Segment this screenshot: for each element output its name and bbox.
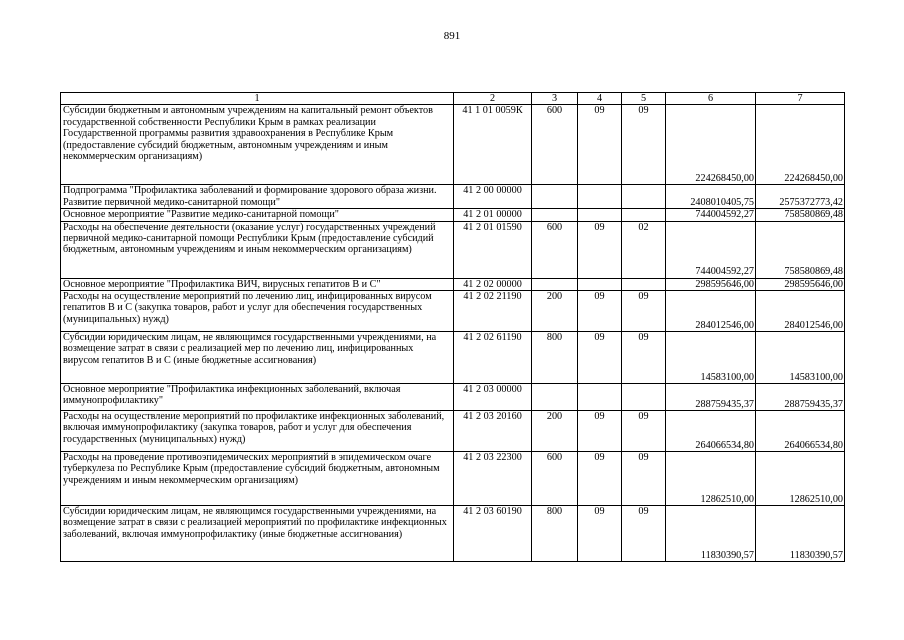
row-amount-col7: 14583100,00 [756, 332, 845, 384]
row-code: 41 2 03 60190 [454, 506, 532, 562]
row-section: 09 [578, 411, 622, 452]
table-row [61, 411, 845, 452]
row-section [578, 384, 622, 411]
row-section [578, 278, 622, 290]
row-amount-col6: 224268450,00 [666, 105, 756, 185]
row-description: Основное мероприятие "Профилактика инфекционных заболеваний, включая иммунопрофилактику" [61, 384, 454, 411]
row-section: 09 [578, 291, 622, 332]
row-expense-type [532, 185, 578, 209]
row-amount-col7: 758580869,48 [756, 209, 845, 221]
row-code: 41 2 03 22300 [454, 452, 532, 506]
row-description: Субсидии юридическим лицам, не являющимся государственными учреждениями, на возмещение затрат в связи с реализацией мер по лечению лиц, инфицированных вирусом гепатитов В и С (иные бюджетные ассигнования) [61, 332, 454, 384]
table-row [61, 105, 845, 185]
header-row [61, 93, 845, 105]
row-subsection: 09 [622, 452, 666, 506]
row-code: 41 2 02 21190 [454, 291, 532, 332]
row-code: 41 2 00 00000 [454, 185, 532, 209]
row-amount-col7: 12862510,00 [756, 452, 845, 506]
row-subsection: 09 [622, 411, 666, 452]
row-section: 09 [578, 221, 622, 278]
row-amount-col7: 298595646,00 [756, 278, 845, 290]
row-subsection: 09 [622, 291, 666, 332]
row-code: 41 1 01 0059К [454, 105, 532, 185]
row-expense-type [532, 209, 578, 221]
row-subsection [622, 384, 666, 411]
row-description: Расходы на проведение противоэпидемических мероприятий в эпидемическом очаге туберкулеза по Республике Крым (предоставление субсидий бюджетным, автономным учреждениям и иным некоммерческим организациям) [61, 452, 454, 506]
row-amount-col6: 744004592,27 [666, 209, 756, 221]
header-cell-7: 7 [756, 93, 845, 105]
row-amount-col7: 758580869,48 [756, 221, 845, 278]
table-row [61, 209, 845, 221]
table-row [61, 384, 845, 411]
row-subsection [622, 209, 666, 221]
row-description: Основное мероприятие "Профилактика ВИЧ, вирусных гепатитов В и С" [61, 278, 454, 290]
row-amount-col7: 264066534,80 [756, 411, 845, 452]
row-amount-col6: 11830390,57 [666, 506, 756, 562]
row-code: 41 2 01 00000 [454, 209, 532, 221]
header-cell-4: 4 [578, 93, 622, 105]
header-cell-5: 5 [622, 93, 666, 105]
table-row [61, 221, 845, 278]
row-amount-col7: 224268450,00 [756, 105, 845, 185]
row-subsection: 09 [622, 105, 666, 185]
row-subsection [622, 185, 666, 209]
row-amount-col7: 288759435,37 [756, 384, 845, 411]
row-subsection: 09 [622, 332, 666, 384]
row-subsection [622, 278, 666, 290]
row-description: Расходы на осуществление мероприятий по профилактике инфекционных заболеваний, включая иммунопрофилактику (закупка товаров, работ и услуг для обеспечения государственных (муниципальных) нужд) [61, 411, 454, 452]
row-code: 41 2 02 00000 [454, 278, 532, 290]
row-description: Расходы на обеспечение деятельности (оказание услуг) государственных учреждений первичной медико-санитарной помощи Республики Крым (предоставление субсидий бюджетным, автономным учреждениям и иным некоммерческим организациям) [61, 221, 454, 278]
row-amount-col7: 11830390,57 [756, 506, 845, 562]
table-row [61, 452, 845, 506]
row-amount-col6: 288759435,37 [666, 384, 756, 411]
row-amount-col7: 2575372773,42 [756, 185, 845, 209]
row-expense-type [532, 384, 578, 411]
header-cell-6: 6 [666, 93, 756, 105]
row-section [578, 209, 622, 221]
row-expense-type [532, 278, 578, 290]
row-expense-type: 800 [532, 332, 578, 384]
budget-table [60, 92, 845, 562]
row-amount-col6: 14583100,00 [666, 332, 756, 384]
row-expense-type: 600 [532, 452, 578, 506]
row-section: 09 [578, 506, 622, 562]
row-code: 41 2 03 00000 [454, 384, 532, 411]
row-expense-type: 800 [532, 506, 578, 562]
header-cell-3: 3 [532, 93, 578, 105]
row-amount-col7: 284012546,00 [756, 291, 845, 332]
row-code: 41 2 03 20160 [454, 411, 532, 452]
header-cell-2: 2 [454, 93, 532, 105]
table-row [61, 291, 845, 332]
row-amount-col6: 298595646,00 [666, 278, 756, 290]
row-amount-col6: 2408010405,75 [666, 185, 756, 209]
header-cell-1: 1 [61, 93, 454, 105]
row-amount-col6: 264066534,80 [666, 411, 756, 452]
row-section [578, 185, 622, 209]
row-subsection: 02 [622, 221, 666, 278]
row-expense-type: 200 [532, 411, 578, 452]
table-row [61, 185, 845, 209]
row-description: Расходы на осуществление мероприятий по лечению лиц, инфицированных вирусом гепатитов В и С (закупка товаров, работ и услуг для обеспечения государственных (муниципальных) нужд) [61, 291, 454, 332]
row-description: Подпрограмма "Профилактика заболеваний и формирование здорового образа жизни. Развитие первичной медико-санитарной помощи" [61, 185, 454, 209]
row-description: Основное мероприятие "Развитие медико-санитарной помощи" [61, 209, 454, 221]
table-row [61, 506, 845, 562]
row-description: Субсидии юридическим лицам, не являющимся государственными учреждениями, на возмещение затрат в связи с реализацией мероприятий по профилактике инфекционных заболеваний, включая иммунопрофилактику (иные бюджетные ассигнования) [61, 506, 454, 562]
row-section: 09 [578, 452, 622, 506]
row-section: 09 [578, 332, 622, 384]
table-row [61, 332, 845, 384]
row-amount-col6: 12862510,00 [666, 452, 756, 506]
row-subsection: 09 [622, 506, 666, 562]
row-expense-type: 200 [532, 291, 578, 332]
table-row [61, 278, 845, 290]
row-amount-col6: 284012546,00 [666, 291, 756, 332]
page-number: 891 [443, 30, 461, 42]
row-code: 41 2 02 61190 [454, 332, 532, 384]
row-section: 09 [578, 105, 622, 185]
row-code: 41 2 01 01590 [454, 221, 532, 278]
row-description: Субсидии бюджетным и автономным учреждениям на капитальный ремонт объектов государственной собственности Республики Крым в рамках реализации Государственной программы развития здравоохранения в Республике Крым (предоставление субсидий бюджетным, автономным учреждениям и иным некоммерческим организациям) [61, 105, 454, 185]
row-expense-type: 600 [532, 221, 578, 278]
row-amount-col6: 744004592,27 [666, 221, 756, 278]
row-expense-type: 600 [532, 105, 578, 185]
